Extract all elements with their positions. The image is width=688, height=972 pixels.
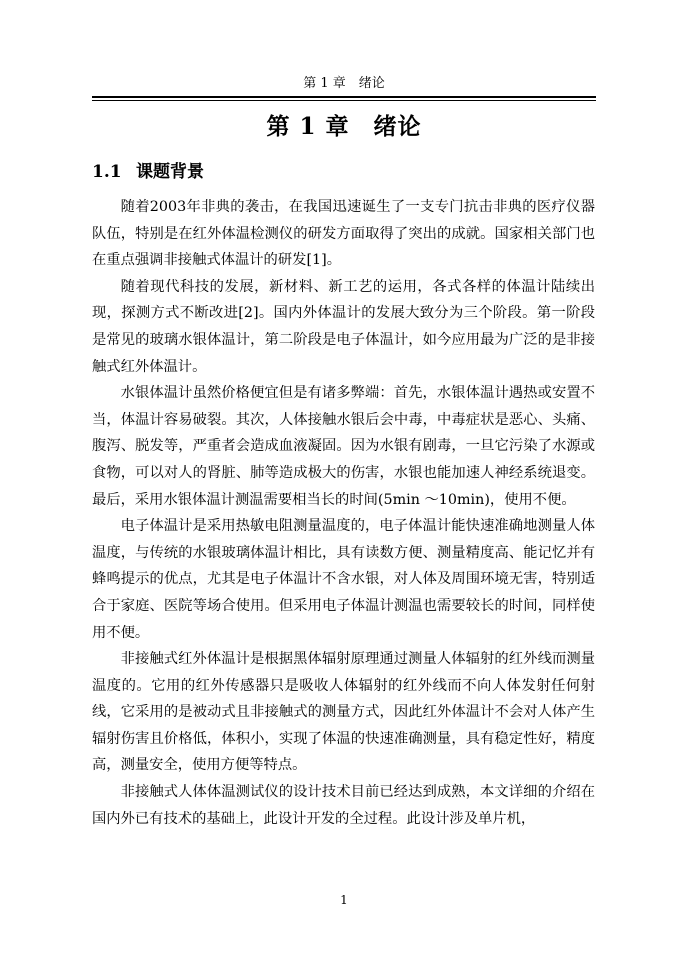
chapter-title: 第 1 章 绪论 [266,113,422,140]
section-title: 课题背景 [136,162,204,182]
header-rule-thin [92,100,596,101]
paragraph: 水银体温计虽然价格便宜但是有诸多弊端：首先，水银体温计遇热或安置不当，体温计容易破裂。其次，人体接触水银后会中毒，中毒症状是恶心、头痛、腹泻、脱发等，严重者会造成血液凝固。因为水银有剧毒，一旦它污染了水源或食物，可以对人的肾脏、肺等造成极大的伤害，水银也能加速人神经系统退变。最后，采用水银体温计测温需要相当长的时间(5min ～10min)，使用不便。 [92,385,595,508]
section-heading [92,159,204,185]
paragraph: 非接触式人体体温测试仪的设计技术目前已经达到成熟，本文详细的介绍在国内外已有技术的基础上，此设计开发的全过程。此设计涉及单片机， [92,784,595,827]
paragraph: 随着现代科技的发展，新材料、新工艺的运用，各式各样的体温计陆续出现，探测方式不断改进[2]。国内外体温计的发展大致分为三个阶段。第一阶段是常见的玻璃水银体温计，第二阶段是电子体温计，如今应用最为广泛的是非接触式红外体温计。 [92,278,595,375]
section-number: 1.1 [92,162,122,182]
paragraph: 非接触式红外体温计是根据黑体辐射原理通过测量人体辐射的红外线而测量温度的。它用的红外传感器只是吸收人体辐射的红外线而不向人体发射任何射线，它采用的是被动式且非接触式的测量方式，因此红外体温计不会对人体产生辐射伤害且价格低，体积小，实现了体温的快速准确测量，具有稳定性好，精度高，测量安全，使用方便等特点。 [92,651,595,774]
header-rule-thick [92,96,596,98]
body-text [92,194,595,832]
running-header: 第 1 章 绪论 [303,76,385,91]
paragraph: 随着2003年非典的袭击，在我国迅速诞生了一支专门抗击非典的医疗仪器队伍，特别是在红外体温检测仪的研发方面取得了突出的成就。国家相关部门也在重点强调非接触式体温计的研发[1]。 [92,199,595,269]
page-number: 1 [340,893,348,907]
paragraph: 电子体温计是采用热敏电阻测量温度的，电子体温计能快速准确地测量人体温度，与传统的水银玻璃体温计相比，具有读数方便、测量精度高、能记忆并有蜂鸣提示的优点，尤其是电子体温计不含水银，对人体及周围环境无害，特别适合于家庭、医院等场合使用。但采用电子体温计测温也需要较长的时间，同样使用不便。 [92,518,595,641]
